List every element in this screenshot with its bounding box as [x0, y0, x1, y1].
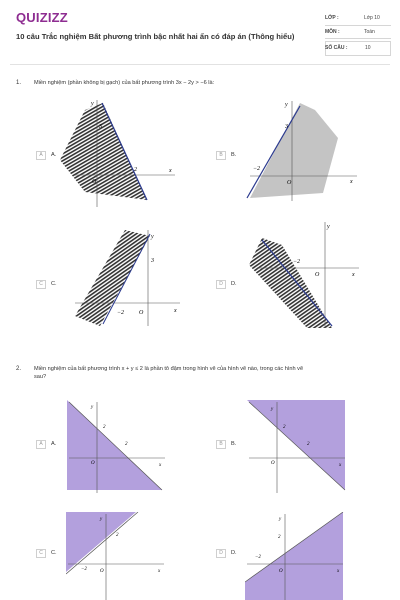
axis-label-y: y	[285, 102, 288, 108]
tick-3: 3	[151, 258, 154, 264]
axis-label-y: y	[271, 407, 274, 412]
option-b-label[interactable]: B.	[231, 152, 237, 158]
option-c-label[interactable]: C.	[51, 550, 57, 556]
axis-label-x: x	[159, 463, 162, 468]
graph-q1-c	[70, 228, 185, 328]
option-c-label[interactable]: C.	[51, 281, 57, 287]
graph-q1-d	[247, 220, 362, 330]
tick-neg2: −2	[255, 555, 261, 560]
meta-row-count	[325, 41, 391, 56]
tick-neg2: −2	[293, 259, 301, 265]
axis-label-y: y	[91, 405, 94, 410]
meta-row-class	[325, 12, 391, 26]
axis-label-x: x	[174, 308, 177, 314]
meta-value: 10	[365, 45, 371, 51]
origin-label: O	[271, 461, 275, 466]
option-b-checkbox[interactable]: B	[216, 151, 226, 160]
origin-label: O	[100, 569, 104, 574]
tick-2: 2	[283, 425, 286, 430]
axis-label-y: y	[327, 224, 330, 230]
quizizz-logo: QUIZIZZ	[16, 10, 68, 25]
question-text-line1: Miền nghiệm của bất phương trình x + y ≤ 2 là phần tô đậm trong hình vẽ của hình vẽ nào, trong các hình vẽ	[34, 366, 304, 372]
axis-label-x: x	[337, 569, 340, 574]
graph-q2-a	[67, 400, 167, 495]
meta-label: SỐ CÂU :	[325, 45, 348, 51]
axis-label-y: y	[151, 234, 154, 240]
graph-q1-b	[245, 98, 360, 203]
tick-2: 2	[307, 442, 310, 447]
option-c-checkbox[interactable]: C	[36, 549, 46, 558]
option-b-label[interactable]: B.	[231, 441, 237, 447]
tick-2: 2	[125, 442, 128, 447]
option-b-checkbox[interactable]: B	[216, 440, 226, 449]
axis-label-y: y	[279, 517, 282, 522]
axis-label-y: y	[91, 101, 94, 107]
option-a-checkbox[interactable]: A	[36, 440, 46, 449]
meta-value: Toán	[364, 28, 375, 35]
page-title: 10 câu Trắc nghiệm Bất phương trình bậc nhất hai ẩn có đáp án (Thông hiểu)	[16, 32, 295, 41]
graph-q1-a	[55, 95, 185, 210]
origin-label: O	[91, 461, 95, 466]
origin-label: O	[287, 180, 292, 186]
origin-label: O	[279, 569, 283, 574]
tick-2: 2	[278, 535, 281, 540]
axis-label-x: x	[352, 272, 355, 278]
meta-panel	[325, 12, 391, 56]
hatched-region	[60, 103, 147, 200]
origin-label: O	[315, 272, 320, 278]
meta-row-subject	[325, 26, 391, 40]
tick-neg2: −2	[81, 567, 87, 572]
option-d-label[interactable]: D.	[231, 550, 237, 556]
option-c-checkbox[interactable]: C	[36, 280, 46, 289]
question-text: Miền nghiệm (phần không bị gạch) của bất phương trình 3x − 2y > −6 là:	[34, 80, 215, 86]
meta-value: Lớp 10	[364, 15, 380, 21]
meta-label: MÔN :	[325, 28, 340, 35]
hatched-region	[249, 238, 332, 328]
option-a-label[interactable]: A.	[51, 152, 57, 158]
axis-label-x: x	[339, 463, 342, 468]
tick-3: 3	[285, 124, 288, 130]
graph-q2-b	[247, 400, 347, 495]
option-d-checkbox[interactable]: D	[216, 280, 226, 289]
graph-q2-c	[66, 512, 166, 600]
tick-3: 3	[99, 124, 102, 130]
tick-2: 2	[103, 425, 106, 430]
option-d-label[interactable]: D.	[231, 281, 237, 287]
axis-label-x: x	[158, 569, 161, 574]
option-a-checkbox[interactable]: A	[36, 151, 46, 160]
axis-label-x: x	[169, 168, 172, 174]
tick-2: 2	[134, 167, 137, 173]
question-number: 1.	[16, 80, 22, 86]
meta-label: LỚP :	[325, 15, 339, 21]
origin-label: O	[139, 310, 144, 316]
tick-neg2: −2	[117, 310, 125, 316]
question-text	[34, 365, 394, 381]
tick-neg2: −2	[253, 166, 261, 172]
axis-label-x: x	[350, 179, 353, 185]
option-d-checkbox[interactable]: D	[216, 549, 226, 558]
question-number: 2.	[16, 366, 22, 372]
header-divider	[10, 64, 390, 65]
option-a-label[interactable]: A.	[51, 441, 57, 447]
axis-label-y: y	[100, 517, 103, 522]
tick-2: 2	[116, 533, 119, 538]
question-text-line2: sau?	[34, 374, 47, 380]
graph-q2-d	[245, 512, 345, 600]
origin-label: O	[92, 179, 97, 185]
